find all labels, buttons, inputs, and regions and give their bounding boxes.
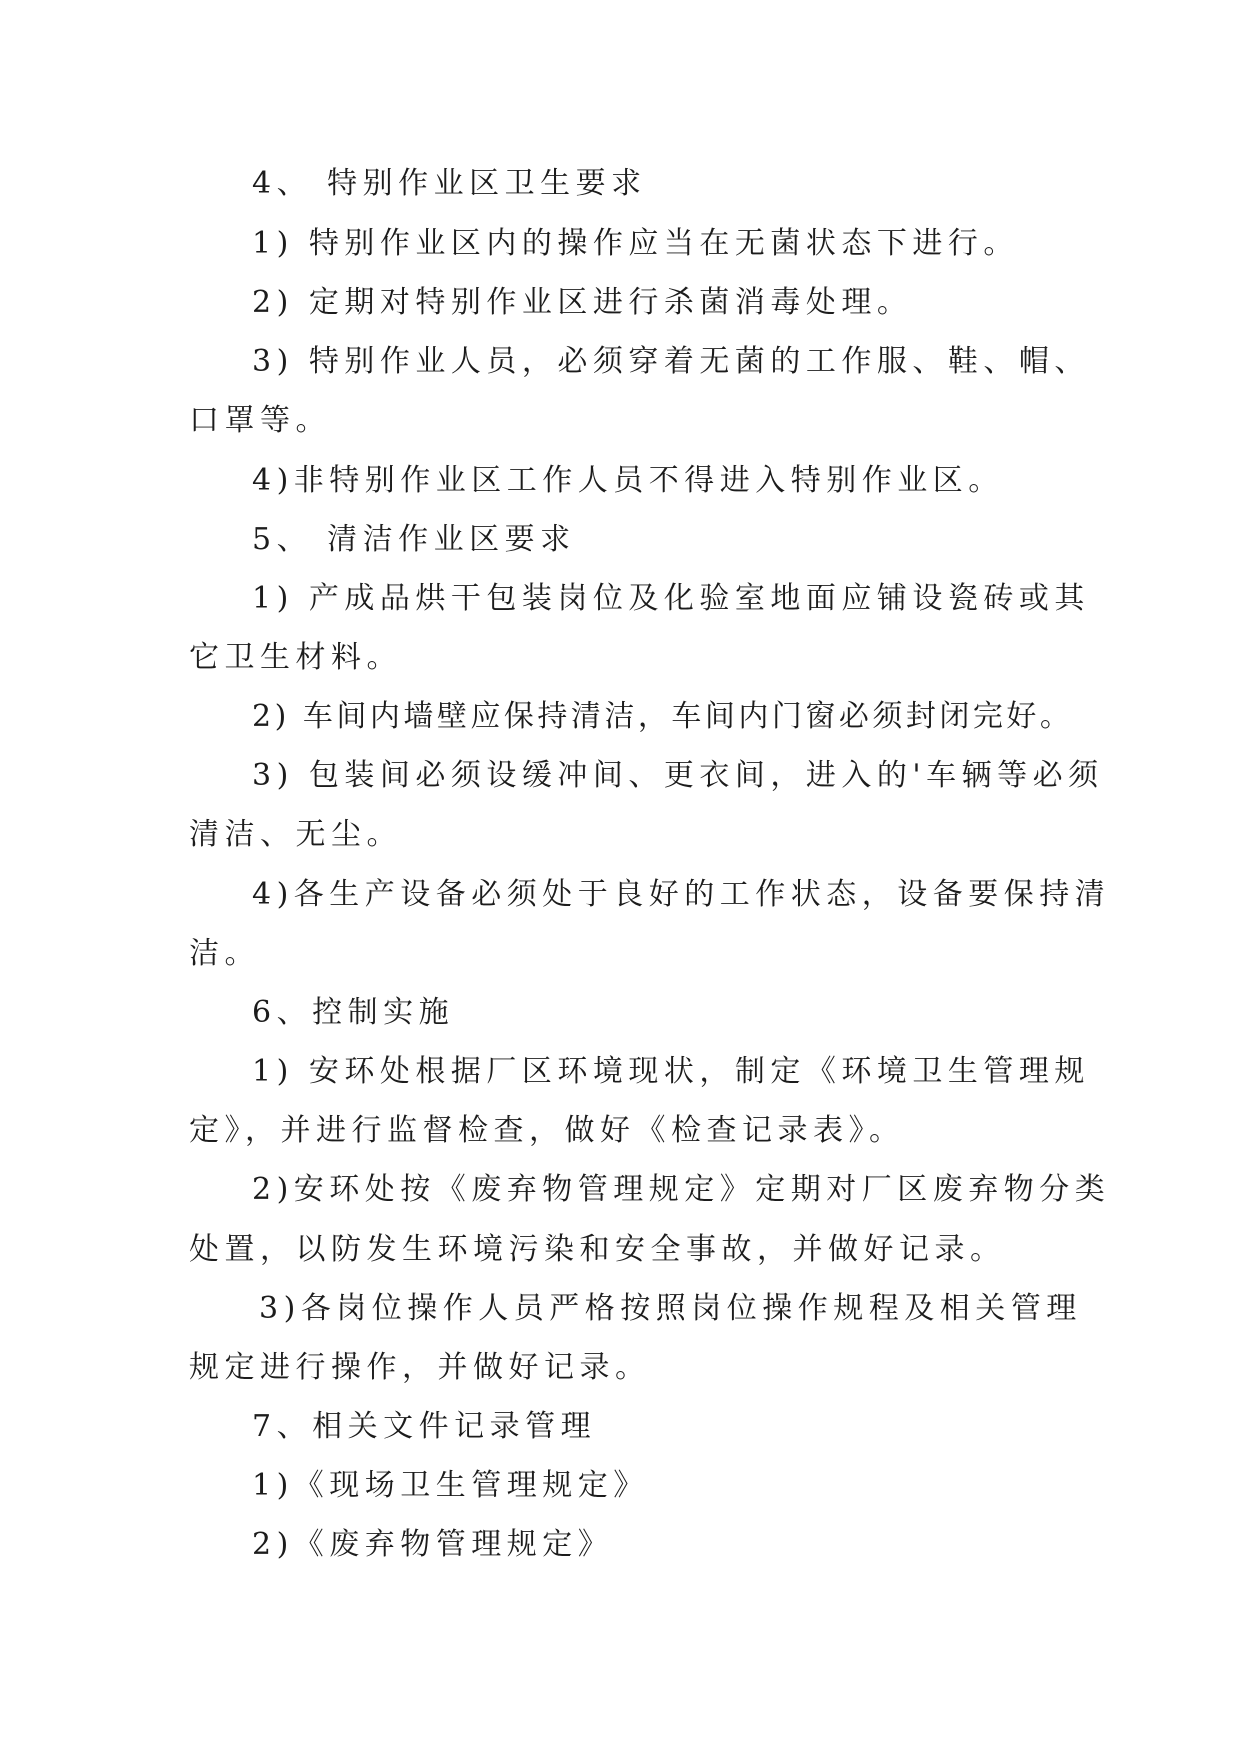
section-heading-4: 4、 特别作业区卫生要求 [252,166,647,201]
paragraph-line: 规定进行操作，并做好记录。 [189,1350,651,1385]
paragraph-line: 3) 包装间必须设缓冲间、更衣间，进入的'车辆等必须 [252,758,1104,793]
paragraph-line: 它卫生材料。 [189,640,402,675]
paragraph-line: 1) 特别作业区内的操作应当在无菌状态下进行。 [252,226,1019,261]
paragraph-line: 4)非特别作业区工作人员不得进入特别作业区。 [252,463,1004,498]
paragraph-line: 处置，以防发生环境污染和安全事故，并做好记录。 [189,1232,1006,1267]
paragraph-line: 洁。 [189,936,260,971]
section-heading-7: 7、相关文件记录管理 [252,1409,597,1444]
paragraph-line: 4)各生产设备必须处于良好的工作状态，设备要保持清 [252,877,1111,912]
paragraph-line: 2)安环处按《废弃物管理规定》定期对厂区废弃物分类 [252,1172,1111,1207]
section-heading-6: 6、控制实施 [252,995,455,1030]
paragraph-line: 1) 产成品烘干包装岗位及化验室地面应铺设瓷砖或其 [252,581,1090,616]
paragraph-line: 1) 安环处根据厂区环境现状，制定《环境卫生管理规 [252,1054,1090,1089]
paragraph-line: 口罩等。 [189,403,331,438]
paragraph-line: 3)各岗位操作人员严格按照岗位操作规程及相关管理 [259,1291,1082,1326]
paragraph-line: 2) 车间内墙壁应保持清洁，车间内门窗必须封闭完好。 [252,699,1074,734]
paragraph-line: 定》，并进行监督检查，做好《检查记录表》。 [189,1113,905,1148]
list-item: 1)《现场卫生管理规定》 [252,1468,649,1503]
paragraph-line: 清洁、无尘。 [189,817,402,852]
paragraph-line: 3) 特别作业人员，必须穿着无菌的工作服、鞋、帽、 [252,344,1090,379]
paragraph-line: 2) 定期对特别作业区进行杀菌消毒处理。 [252,285,913,320]
section-heading-5: 5、 清洁作业区要求 [252,522,576,557]
list-item: 2)《废弃物管理规定》 [252,1527,614,1562]
